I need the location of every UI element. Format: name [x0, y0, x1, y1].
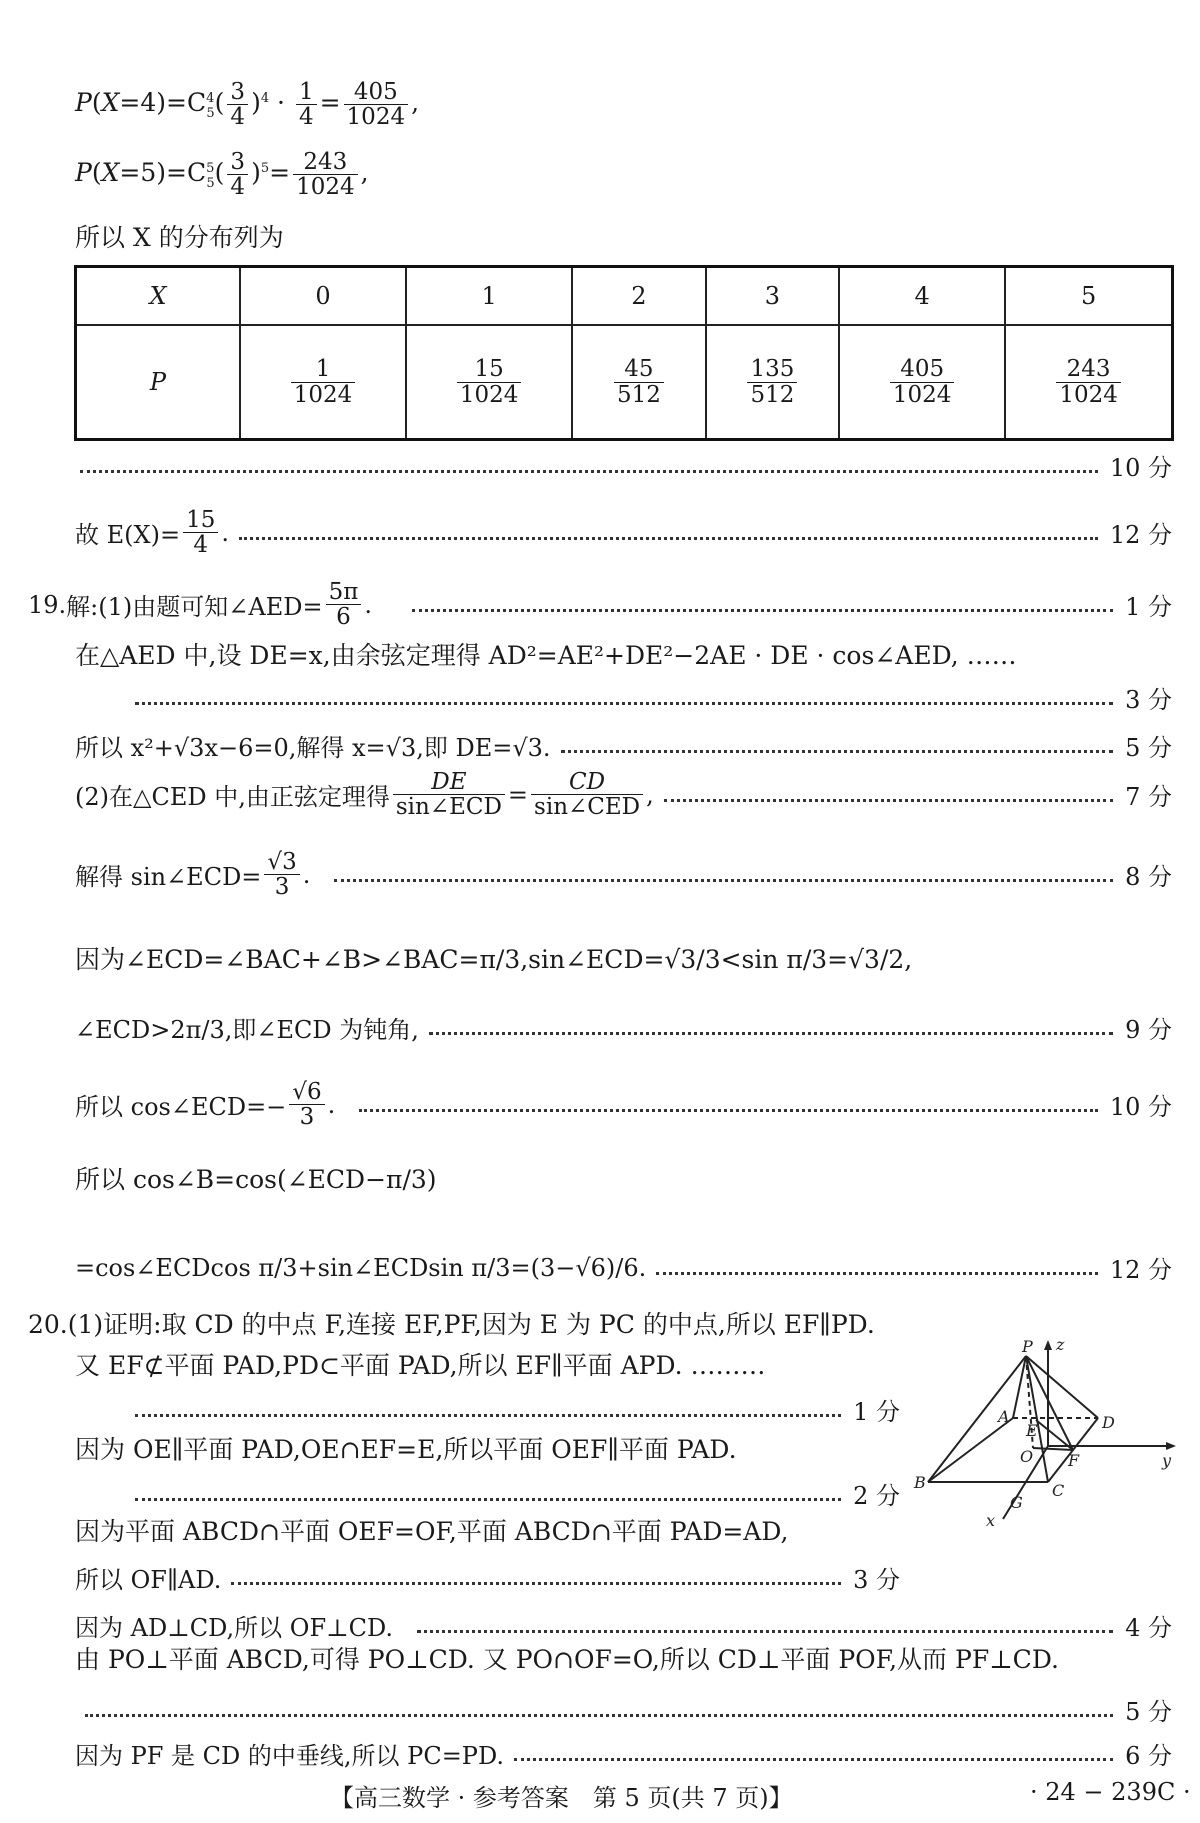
x-cell: 1: [406, 267, 572, 326]
p-cell: $\frac{1}{1024}$: [240, 325, 406, 440]
leader-dots: [80, 470, 1098, 473]
score: 12 分: [1109, 1256, 1172, 1284]
q20-line-1: 20.(1)证明:取 CD 的中点 F,连接 EF,PF,因为 E 为 PC 的中点,所以 EF∥PD.: [28, 1310, 875, 1339]
x-cell: 3: [706, 267, 839, 326]
score: 6 分: [1125, 1742, 1172, 1770]
y-axis-arrow: [1166, 1442, 1176, 1450]
score-row: [70, 448, 1172, 483]
label-a: A: [998, 1407, 1010, 1426]
label-c: C: [1052, 1481, 1065, 1500]
q19-line-9: 所以 cos∠B=cos(∠ECD−π/3): [75, 1165, 437, 1194]
score: 10 分: [1109, 454, 1172, 482]
label-p: P: [1022, 1337, 1033, 1356]
dist-intro: 所以 X 的分布列为: [75, 223, 284, 252]
score: 12 分: [1109, 521, 1172, 550]
label-d: D: [1102, 1413, 1115, 1432]
table-row-p: [76, 325, 1173, 440]
score: 7 分: [1125, 783, 1172, 812]
prob-x4-line: $P(X=4)=C^4_5$( $\frac{3}{4}$ )$^4$ · $\frac{1}{4}$ = $\frac{405}{1024}$ ,: [75, 79, 420, 131]
p-cell: $\frac{243}{1024}$: [1005, 325, 1172, 440]
x-cell: 4: [839, 267, 1005, 326]
score: 5 分: [1125, 734, 1172, 762]
score: 9 分: [1125, 1016, 1172, 1044]
label-b: B: [914, 1473, 926, 1492]
q19-line-8: 所以 cos∠ECD=− $\frac{√6}{3}$ . 10 分: [75, 1079, 1172, 1131]
score: 3 分: [853, 1566, 900, 1594]
edge-of: [1033, 1448, 1073, 1450]
distribution-table: [74, 265, 1174, 441]
x-cell: 0: [240, 267, 406, 326]
q19-line-7: ∠ECD>2π/3,即∠ECD 为钝角, 9 分: [75, 1010, 1172, 1045]
q19-line-10: =cos∠ECDcos π/3+sin∠ECDsin π/3=(3−√6)/6. 12 分: [75, 1250, 1172, 1285]
row-label-x: X: [76, 267, 241, 326]
label-y: y: [1162, 1451, 1172, 1470]
q20-line-3: 因为 OE∥平面 PAD,OE∩EF=E,所以平面 OEF∥平面 PAD.: [75, 1435, 737, 1464]
score: 4 分: [1125, 1614, 1172, 1642]
q19-line-4: (2)在△CED 中,由正弦定理得 $\frac{DE}{\text{sin∠ECD}}$ = $\frac{CD}{\text{sin∠CED}}$ , 7 分: [75, 769, 1172, 821]
x-cell: 5: [1005, 267, 1172, 326]
q19-line-3: 所以 x²+√3x−6=0,解得 x=√3,即 DE=√3. 5 分: [75, 728, 1172, 763]
q20-line-5: 所以 OF∥AD. 3 分: [75, 1560, 900, 1595]
score-row: [125, 680, 1172, 715]
question-number: 20.: [28, 1310, 68, 1339]
score-row: [75, 1692, 1172, 1727]
q19-line-2: 在△AED 中,设 DE=x,由余弦定理得 AD²=AE²+DE²−2AE · DE · cos∠AED, ……: [75, 641, 1017, 670]
label-z: z: [1056, 1335, 1065, 1354]
label-e: E: [1026, 1421, 1038, 1440]
table-row-x: [76, 267, 1173, 326]
score: 10 分: [1109, 1093, 1172, 1122]
row-label-p: P: [76, 325, 241, 440]
q20-line-4: 因为平面 ABCD∩平面 OEF=OF,平面 ABCD∩平面 PAD=AD,: [75, 1517, 789, 1546]
score-row: [125, 1392, 900, 1427]
label-o: O: [1020, 1447, 1034, 1466]
score: 1 分: [853, 1398, 900, 1426]
score: 5 分: [1125, 1698, 1172, 1726]
p-cell: $\frac{15}{1024}$: [406, 325, 572, 440]
footer-code: · 24 − 239C ·: [1030, 1778, 1191, 1806]
score: 3 分: [1125, 686, 1172, 714]
q20-line-2: 又 EF⊄平面 PAD,PD⊂平面 PAD,所以 EF∥平面 APD. ………: [75, 1351, 766, 1380]
score-row: [125, 1476, 900, 1511]
q19-line-6: 因为∠ECD=∠BAC+∠B>∠BAC=π/3,sin∠ECD=√3/3<sin π/3=√3/2,: [75, 945, 913, 974]
p-cell: $\frac{135}{512}$: [706, 325, 839, 440]
prob-x5-line: $P(X=5)=C^5_5$( $\frac{3}{4}$ )$^5$= $\frac{243}{1024}$ ,: [75, 149, 369, 201]
score: 1 分: [1125, 593, 1172, 622]
p-cell: $\frac{45}{512}$: [572, 325, 705, 440]
pyramid-figure: [914, 1335, 1178, 1566]
label-f: F: [1068, 1451, 1080, 1470]
question-number: 19.: [28, 590, 67, 619]
expectation-line: 故 E(X)= $\frac{15}{4}$ . 12 分: [75, 507, 1172, 559]
x-cell: 2: [572, 267, 705, 326]
q20-line-6: 因为 AD⊥CD,所以 OF⊥CD. 4 分: [75, 1608, 1172, 1643]
edge-pd: [1026, 1356, 1098, 1418]
label-x: x: [986, 1511, 996, 1530]
score: 2 分: [853, 1482, 900, 1510]
q20-line-7: 由 PO⊥平面 ABCD,可得 PO⊥CD. 又 PO∩OF=O,所以 CD⊥平面 POF,从而 PF⊥CD.: [75, 1645, 1059, 1674]
q19-line-5: 解得 sin∠ECD= $\frac{√3}{3}$ . 8 分: [75, 849, 1172, 901]
label-g: G: [1010, 1493, 1023, 1512]
p-cell: $\frac{405}{1024}$: [839, 325, 1005, 440]
q19-line-1: 19. 解:(1)由题可知∠AED= $\frac{5\pi}{6}$ . 1 分: [28, 579, 1172, 631]
footer-center: 【高三数学 · 参考答案 第 5 页(共 7 页)】: [330, 1784, 793, 1812]
q20-line-8: 因为 PF 是 CD 的中垂线,所以 PC=PD. 6 分: [75, 1736, 1172, 1771]
z-axis-arrow: [1044, 1340, 1052, 1350]
score: 8 分: [1125, 863, 1172, 892]
